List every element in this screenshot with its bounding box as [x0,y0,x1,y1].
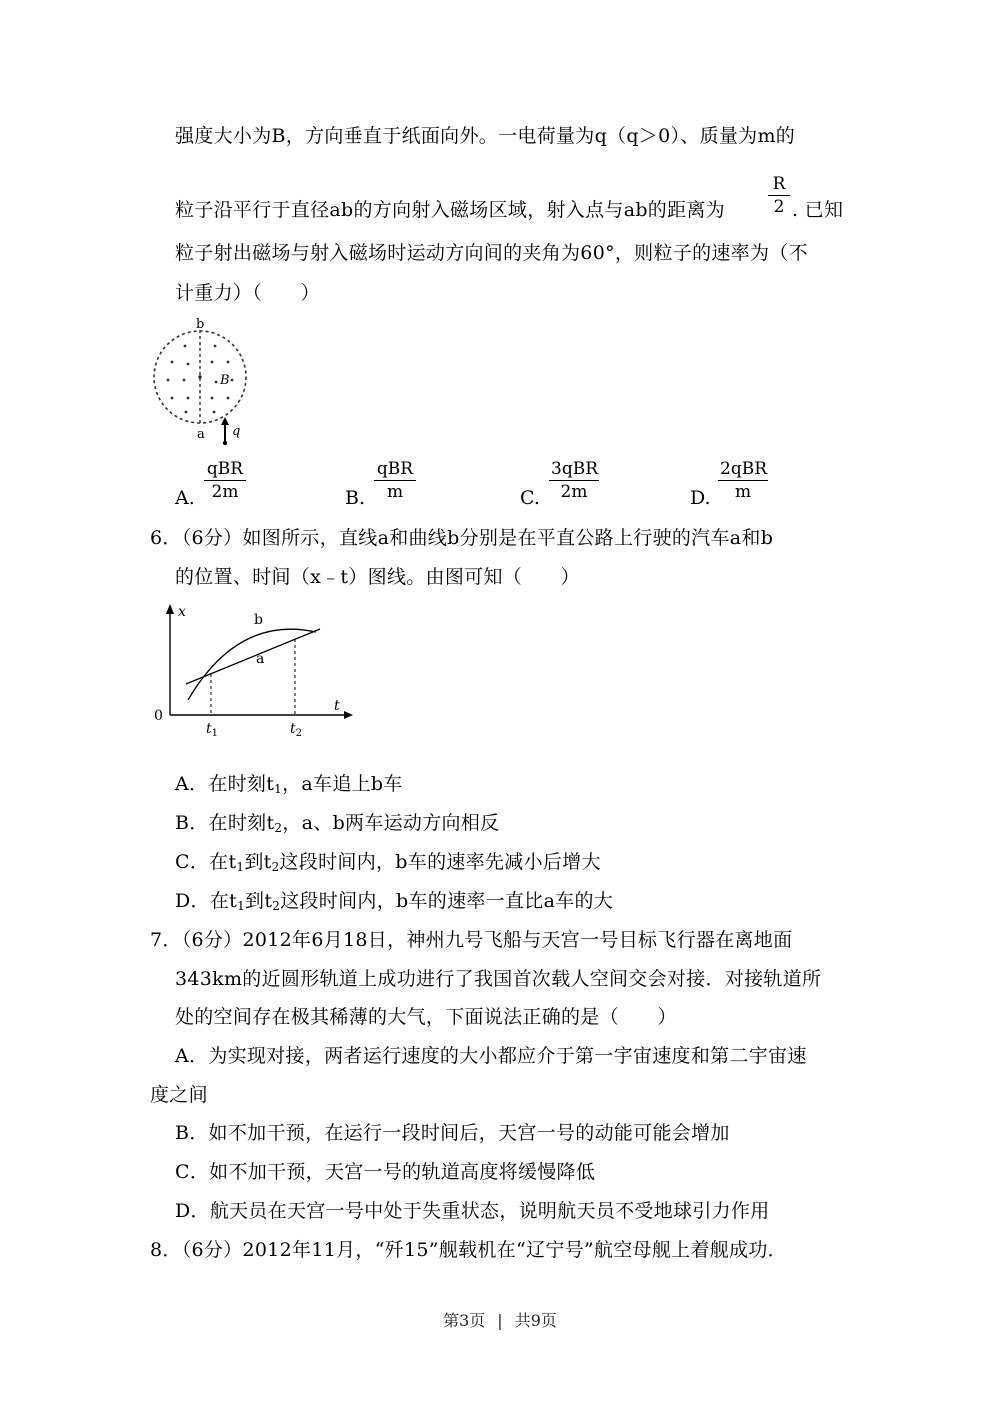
fraction-numerator: 2qBR [720,459,767,479]
fraction-numerator: qBR [206,459,244,479]
particle-dot [223,441,227,445]
fraction-denominator: 2m [211,482,239,502]
q6-text-line1: 6．（6分）如图所示，直线a和曲线b分别是在平直公路上行驶的汽车a和b [150,527,774,549]
q5-text-line2 [175,198,725,222]
q5-option-b-fraction [374,459,416,502]
label-field-B: B [220,373,230,388]
fraction-numerator: 3qBR [551,459,598,479]
q7-text-line1: 7．（6分）2012年6月18日，神州九号飞船与天宫一号目标飞行器在离地面 [150,929,793,951]
q6-option-b: B．在时刻$t_2$，a、b两车运动方向相反 [175,812,500,835]
q6-x-t-graph [148,600,358,745]
q6-option-c: C．在$t_1$到$t_2$这段时间内，b车的速率先减小后增大 [175,851,601,874]
q5-option-d-label: D. [690,487,711,509]
fraction-bar [718,480,768,481]
fraction-denominator: m [734,482,752,502]
t2-label: $t_2$ [290,721,303,739]
fraction-bar [204,480,246,481]
q7-text-line3: 处的空间存在极其稀薄的大气，下面说法正确的是（ ） [175,1006,677,1028]
q8-text-line1: 8．（6分）2012年11月，“歼15”舰载机在“辽宁号”航空母舰上着舰成功． [150,1239,787,1261]
fraction-denominator: 2 [773,197,785,217]
q5-text-line3: 粒子射出磁场与射入磁场时运动方向间的夹角为60°，则粒子的速率为（不 [175,242,808,264]
fraction-numerator: R [772,174,786,194]
t-axis-label: t [334,698,340,714]
q5-option-c-fraction [549,459,599,502]
x-axis-label: x [178,604,186,620]
q7-option-c: C．如不加干预，天宫一号的轨道高度将缓慢降低 [175,1161,596,1183]
label-a: a [197,427,205,442]
x-axis-arrow-icon [166,604,174,614]
t-axis-arrow-icon [344,711,353,719]
q5-option-b-label: B. [345,487,366,509]
curve-b-label: b [254,612,263,628]
t1-label: $t_1$ [206,721,219,739]
footer-separator: | [497,1311,503,1330]
q5-text-line1: 强度大小为B，方向垂直于纸面向外。一电荷量为q（q＞0）、质量为m的 [175,125,796,147]
page-footer [0,1311,1000,1331]
q6-option-d: D．在$t_1$到$t_2$这段时间内，b车的速率一直比a车的大 [175,890,614,913]
fraction-denominator: m [386,482,404,502]
q7-text-line2: 343km的近圆形轨道上成功进行了我国首次载人空间交会对接．对接轨道所 [175,968,822,990]
q6-text-line2: 的位置、时间（x﹣t）图线。由图可知（ ） [175,566,580,588]
fraction-bar [374,480,416,481]
q5-option-c-label: C. [520,487,540,509]
page-number: 第3页 [443,1311,486,1330]
fraction-bar [549,480,599,481]
q5-option-a-label: A. [175,487,195,509]
q7-option-b: B．如不加干预，在运行一段时间后，天宫一号的动能可能会增加 [175,1122,730,1144]
q5-text-line2-end: . 已知 [792,199,844,221]
arrow-head-icon [221,417,229,425]
q5-magnetic-field-figure [140,312,260,452]
page-total: 共9页 [514,1311,557,1330]
q6-option-a: A．在时刻$t_1$，a车追上b车 [175,773,403,796]
label-q: q [232,424,241,439]
q5-text-line4: 计重力）（ ） [175,282,320,304]
q5-r-over-2-fraction [768,174,790,217]
q7-option-a-line2: 度之间 [150,1084,208,1106]
q7-option-a-line1: A．为实现对接，两者运行速度的大小都应介于第一宇宙速度和第二宇宙速 [175,1045,807,1067]
q7-option-d: D．航天员在天宫一号中处于失重状态，说明航天员不受地球引力作用 [175,1200,770,1222]
fraction-numerator: qBR [376,459,414,479]
label-b: b [196,317,205,332]
origin-label: 0 [154,708,163,724]
curve-b [188,629,316,700]
q5-text-line2-main: 粒子沿平行于直径ab的方向射入磁场区域，射入点与ab的距离为 [175,199,725,221]
q5-option-a-fraction [204,459,246,502]
fraction-denominator: 2m [560,482,588,502]
fraction-bar [768,195,790,196]
line-a-label: a [256,651,265,667]
q5-option-d-fraction [718,459,768,502]
